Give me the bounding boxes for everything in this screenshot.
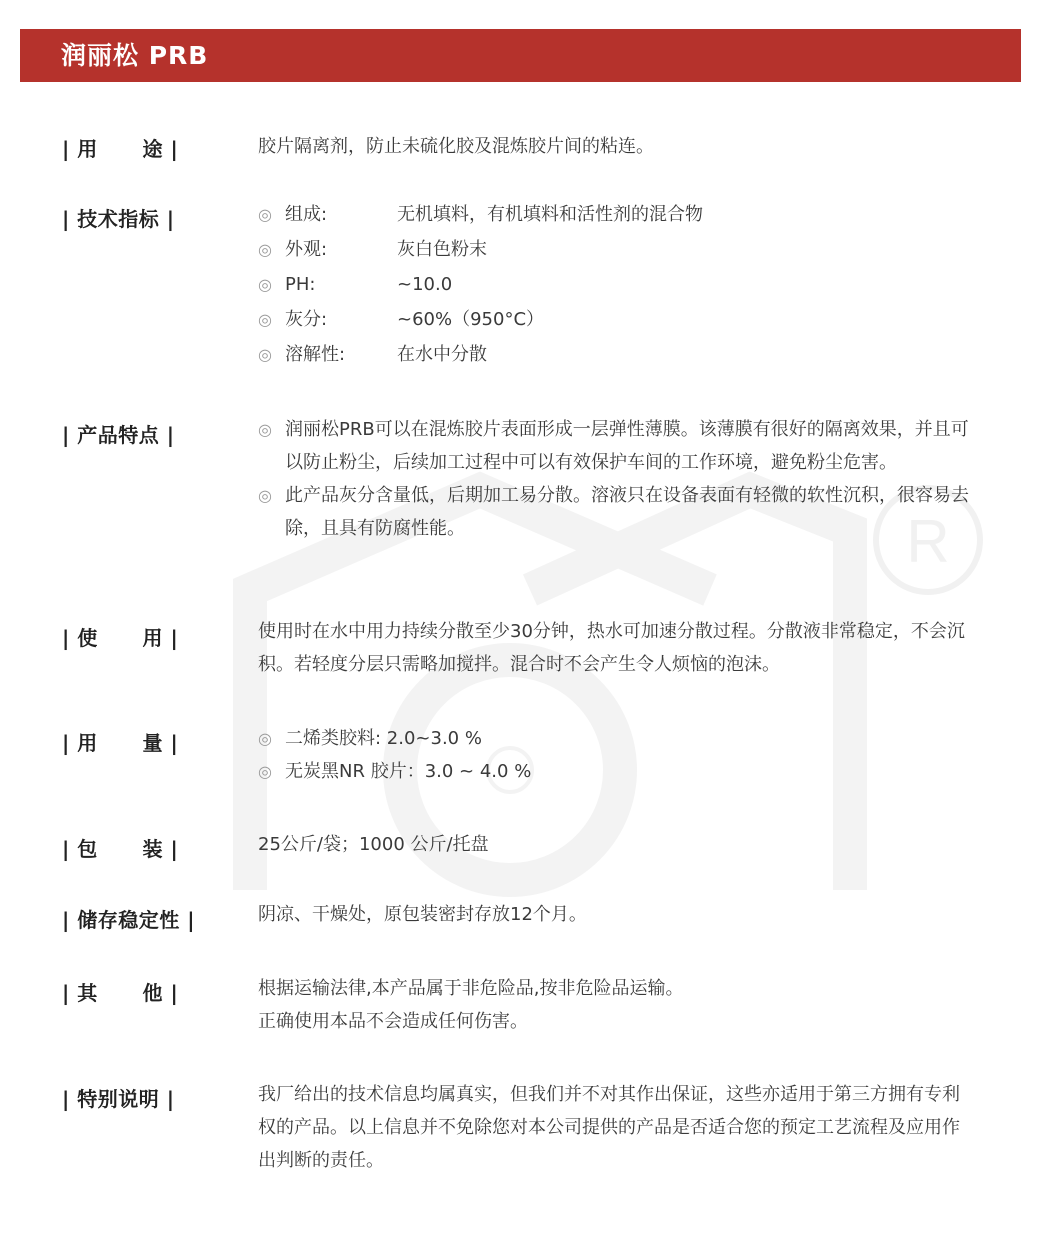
bullet-icon: ◎ [258, 310, 272, 329]
spec-value: 在水中分散 [397, 344, 487, 365]
other-line: 根据运输法律,本产品属于非危险品,按非危险品运输。 [258, 978, 684, 999]
spec-key: 组成: [285, 204, 328, 225]
bullet-icon: ◎ [258, 275, 272, 294]
bullet-icon: ◎ [258, 345, 272, 364]
dosage-text: 无炭黑NR 胶片：3.0 ~ 4.0 % [285, 761, 532, 782]
bullet-icon: ◎ [258, 420, 272, 439]
storage-text: 阴凉、干燥处，原包装密封存放12个月。 [258, 904, 587, 925]
spec-value: ~60%（950°C） [397, 309, 545, 330]
spec-row [258, 232, 978, 267]
label-dosage: | 用 量 | [62, 731, 179, 755]
use-text: 使用时在水中用力持续分散至少30分钟，热水可加速分散过程。分散液非常稳定，不会沉积。若轻度分层只需略加搅拌。混合时不会产生令人烦恼的泡沫。 [258, 621, 965, 675]
feature-text: 此产品灰分含量低，后期加工易分散。溶液只在设备表面有轻微的软性沉积，很容易去除，且具有防腐性能。 [285, 485, 969, 539]
bullet-icon: ◎ [258, 205, 272, 224]
feature-item [258, 413, 970, 479]
usage-text: 胶片隔离剂，防止未硫化胶及混炼胶片间的粘连。 [258, 136, 654, 157]
dosage-text: 二烯类胶料: 2.0~3.0 % [285, 728, 482, 749]
label-note: | 特别说明 | [62, 1087, 175, 1111]
spec-key: PH: [285, 274, 316, 295]
dosage-item [258, 722, 978, 755]
bullet-icon: ◎ [258, 729, 272, 748]
spec-value: ~10.0 [397, 274, 453, 295]
spec-row [258, 197, 978, 232]
label-specs: | 技术指标 | [62, 207, 175, 231]
bullet-icon: ◎ [258, 762, 272, 781]
label-usage: | 用 途 | [62, 137, 179, 161]
packing-text: 25公斤/袋；1000 公斤/托盘 [258, 834, 489, 855]
label-packing: | 包 装 | [62, 837, 179, 861]
spec-row [258, 267, 978, 302]
features-list [258, 413, 970, 545]
dosage-list [258, 722, 978, 788]
label-use: | 使 用 | [62, 626, 179, 650]
spec-key: 溶解性: [285, 344, 346, 365]
dosage-item [258, 755, 978, 788]
spec-value: 灰白色粉末 [397, 239, 487, 260]
bullet-icon: ◎ [258, 486, 272, 505]
feature-text: 润丽松PRB可以在混炼胶片表面形成一层弹性薄膜。该薄膜有很好的隔离效果，并且可以防止粉尘，后续加工过程中可以有效保护车间的工作环境，避免粉尘危害。 [285, 419, 969, 473]
note-text: 我厂给出的技术信息均属真实，但我们并不对其作出保证，这些亦适用于第三方拥有专利权的产品。以上信息并不免除您对本公司提供的产品是否适合您的预定工艺流程及应用作出判断的责任。 [258, 1084, 960, 1171]
spec-row [258, 337, 978, 372]
spec-row [258, 302, 978, 337]
page-title: 润丽松 PRB [61, 41, 209, 70]
other-line: 正确使用本品不会造成任何伤害。 [258, 1011, 528, 1032]
feature-item [258, 479, 970, 545]
other-text [258, 972, 978, 1038]
bullet-icon: ◎ [258, 240, 272, 259]
spec-key: 灰分: [285, 309, 328, 330]
spec-value: 无机填料，有机填料和活性剂的混合物 [397, 204, 703, 225]
spec-key: 外观: [285, 239, 328, 260]
header-bar [20, 29, 1021, 82]
label-storage: | 储存稳定性 | [62, 908, 196, 932]
specs-list [258, 197, 978, 372]
svg-text:R: R [906, 508, 950, 575]
label-features: | 产品特点 | [62, 423, 175, 447]
label-other: | 其 他 | [62, 981, 179, 1005]
